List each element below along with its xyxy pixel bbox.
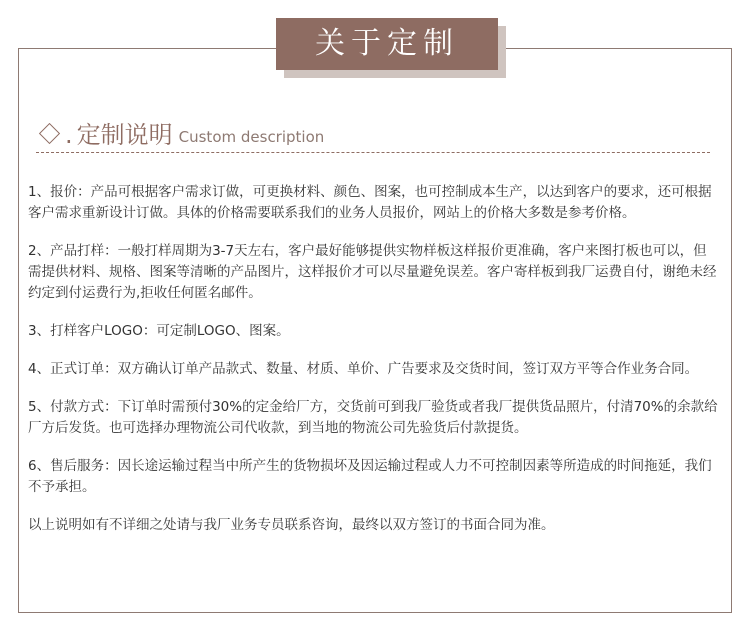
diamond-outline-icon — [39, 123, 60, 144]
section-title-en: Custom description — [178, 128, 325, 146]
description-content — [28, 182, 720, 553]
dashed-divider — [36, 152, 710, 153]
paragraph-quote: 1、报价：产品可根据客户需求订做，可更换材料、颜色、图案，也可控制成本生产，以达到客户的要求，还可根据客户需求重新设计订做。具体的价格需要联系我们的业务人员报价，网站上的价格大多数是参考价格。 — [28, 184, 712, 221]
section-title-cn: 定制说明 — [76, 121, 173, 149]
paragraph-logo: 3、打样客户LOGO：可定制LOGO、图案。 — [28, 323, 290, 339]
title-banner — [276, 18, 498, 70]
paragraph-order: 4、正式订单：双方确认订单产品款式、数量、材质、单价、广告要求及交货时间，签订双方平等合作业务合同。 — [28, 361, 699, 377]
section-prefix: . — [65, 121, 73, 149]
paragraph-payment: 5、付款方式：下订单时需预付30%的定金给厂方，交货前可到我厂验货或者我厂提供货品照片，付清70%的余款给厂方后发货。也可选择办理物流公司代收款，到当地的物流公司先验货后付款提货。 — [28, 399, 718, 436]
paragraph-after-sales: 6、售后服务：因长途运输过程当中所产生的货物损坏及因运输过程或人力不可控制因素等所造成的时间拖延，我们不予承担。 — [28, 458, 712, 495]
paragraph-closing-note: 以上说明如有不详细之处请与我厂业务专员联系咨询，最终以双方签订的书面合同为准。 — [28, 517, 555, 533]
paragraph-sampling: 2、产品打样：一般打样周期为3-7天左右，客户最好能够提供实物样板这样报价更准确，客户来图打板也可以，但需提供材料、规格、图案等清晰的产品图片，这样报价才可以尽量避免误差。客户寄样板到我厂运费自付，谢绝未经约定到付运费行为,拒收任何匿名邮件。 — [28, 243, 717, 301]
section-heading — [36, 117, 324, 149]
banner-title: 关于定制 — [276, 18, 498, 70]
